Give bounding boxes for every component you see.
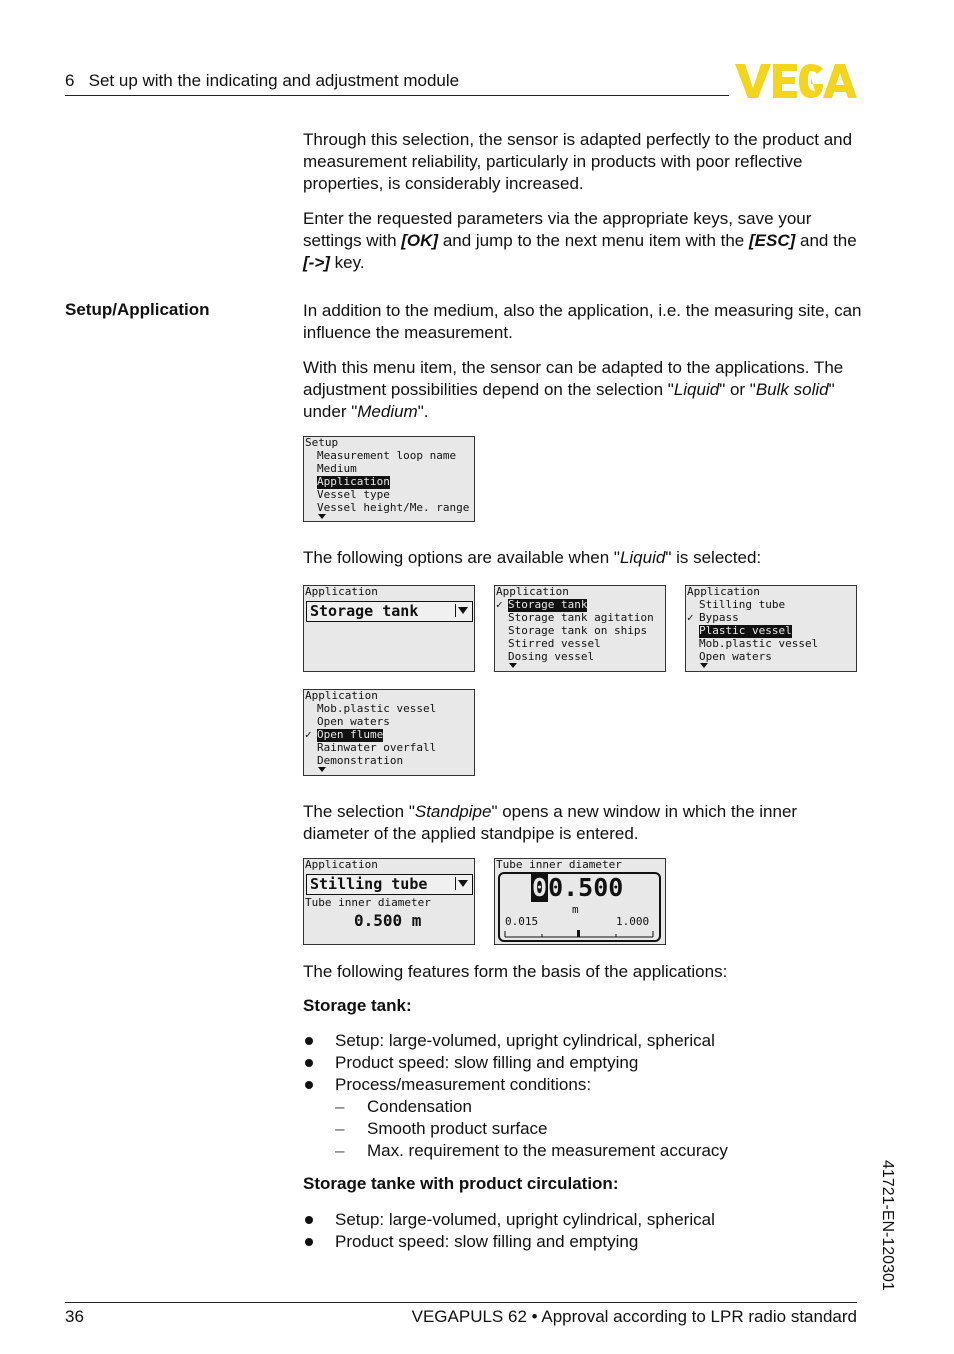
lcd-menu-item: Storage tank agitation [508,611,654,624]
list-item: Setup: large-volumed, upright cylindrical, spherical [303,1030,863,1052]
lcd-edit-value [531,874,623,902]
lcd-title: Setup [305,436,339,449]
lcd-menu-item: Mob.plastic vessel [699,637,819,650]
header-rule [65,95,729,96]
lcd-title: Application [496,585,569,598]
lcd-menu-item: Open waters [699,650,772,663]
lcd-sub-label: Tube inner diameter [305,896,431,909]
sub-list-item: – Max. requirement to the measurement accuracy [335,1141,728,1160]
bullet-icon [305,1238,313,1246]
list-item: Product speed: slow filling and emptying [303,1231,863,1253]
lcd-stilling-tube [303,858,475,945]
bullet-icon [305,1216,313,1224]
features-sentence: The following features form the basis of the applications: [303,962,728,981]
lcd-setup-menu [303,436,475,522]
bullet-icon [305,1081,313,1089]
storage-circulation-list [303,1209,863,1253]
lcd-menu-item-selected: Application [317,475,390,488]
section-paragraph-2: With this menu item, the sensor can be adapted to the applications. The adjustment possibilities depend on the selection "Liquid" or "Bulk solid" under "Medium". [303,358,844,421]
checkmark-icon: ✓ [687,611,694,624]
lcd-range-max: 1.000 [616,915,650,928]
sub-list-item: – Condensation [335,1097,472,1116]
lcd-title: Application [305,858,378,871]
lcd-menu-item: Stirred vessel [508,637,601,650]
checkmark-icon: ✓ [305,728,312,741]
dropdown-arrow-icon [455,877,470,890]
sub-list-item: – Smooth product surface [335,1119,548,1138]
lcd-menu-item: Stilling tube [699,598,786,611]
vega-logo [735,64,857,98]
lcd-range-scale [503,929,655,939]
lcd-application-list-1 [494,585,666,672]
lcd-menu-item-selected: Plastic vessel [699,624,792,637]
lcd-menu-item: Mob.plastic vessel [317,702,437,715]
lcd-application-list-2 [685,585,857,672]
storage-circulation-heading: Storage tanke with product circulation: [303,1174,619,1193]
scroll-down-icon [318,514,326,519]
lcd-menu-item-selected: Storage tank [508,598,588,611]
lcd-menu-item: Demonstration [317,754,404,767]
storage-tank-list [303,1030,863,1162]
lcd-range-min: 0.015 [505,915,539,928]
document-code: 41721-EN-120301 [879,1160,896,1291]
page-number: 36 [65,1307,84,1326]
list-item: Process/measurement conditions: [303,1074,863,1096]
lcd-menu-item: Bypass [699,611,739,624]
lcd-application-dropdown [303,585,475,672]
lcd-dropdown-value: Storage tank [310,602,419,620]
lcd-menu-item: Measurement loop name [317,449,457,462]
lcd-value: 0.500 m [354,911,422,930]
lcd-menu-item: Open waters [317,715,390,728]
section-paragraph-1: In addition to the medium, also the application, i.e. the measuring site, can influence the measurement. [303,301,862,342]
lcd-menu-item: Rainwater overfall [317,741,437,754]
lcd-tube-diameter-editor [494,858,666,945]
lcd-title: Application [305,585,378,598]
footer-rule [65,1302,857,1303]
intro-paragraph-2: Enter the requested parameters via the appropriate keys, save your settings with [OK] and jump to the next menu item with the [ESC] and the [->] key. [303,209,857,272]
lcd-menu-item: Storage tank on ships [508,624,648,637]
lcd-title: Application [687,585,760,598]
lcd-dropdown [306,601,473,622]
bullet-icon [305,1059,313,1067]
lcd-unit: m [572,903,579,916]
lcd-menu-item-selected: Open flume [317,728,384,741]
bullet-icon [305,1037,313,1045]
lcd-menu-item: Vessel type [317,488,390,501]
lcd-title: Application [305,689,378,702]
lcd-dropdown-value: Stilling tube [310,875,428,893]
scroll-down-icon [318,767,326,772]
dropdown-arrow-icon [455,604,470,617]
side-heading: Setup/Application [65,300,210,319]
scroll-down-icon [509,663,517,668]
lcd-menu-item: Dosing vessel [508,650,595,663]
lcd-menu-item: Medium [317,462,357,475]
options-sentence: The following options are available when "Liquid" is selected: [303,548,762,567]
footer-document-title: VEGAPULS 62 • Approval according to LPR radio standard [411,1307,857,1326]
lcd-dropdown [306,874,473,895]
intro-paragraph-1: Through this selection, the sensor is adapted perfectly to the product and measurement reliability, particularly in products with poor reflective properties, is considerably increased. [303,130,853,193]
lcd-edit-cursor: 0 [532,873,548,902]
lcd-menu-item: Vessel height/Me. range [317,501,470,514]
storage-tank-heading: Storage tank: [303,996,412,1015]
lcd-edit-digits: 0.500 [548,873,624,902]
lcd-application-list-3 [303,689,475,776]
list-item: Setup: large-volumed, upright cylindrical, spherical [303,1209,863,1231]
standpipe-sentence: The selection "Standpipe" opens a new window in which the inner diameter of the applied standpipe is entered. [303,802,798,843]
section-title: 6 Set up with the indicating and adjustment module [65,71,460,90]
lcd-title: Tube inner diameter [496,858,622,871]
checkmark-icon: ✓ [496,598,503,611]
list-item: Product speed: slow filling and emptying [303,1052,863,1074]
scroll-down-icon [700,663,708,668]
